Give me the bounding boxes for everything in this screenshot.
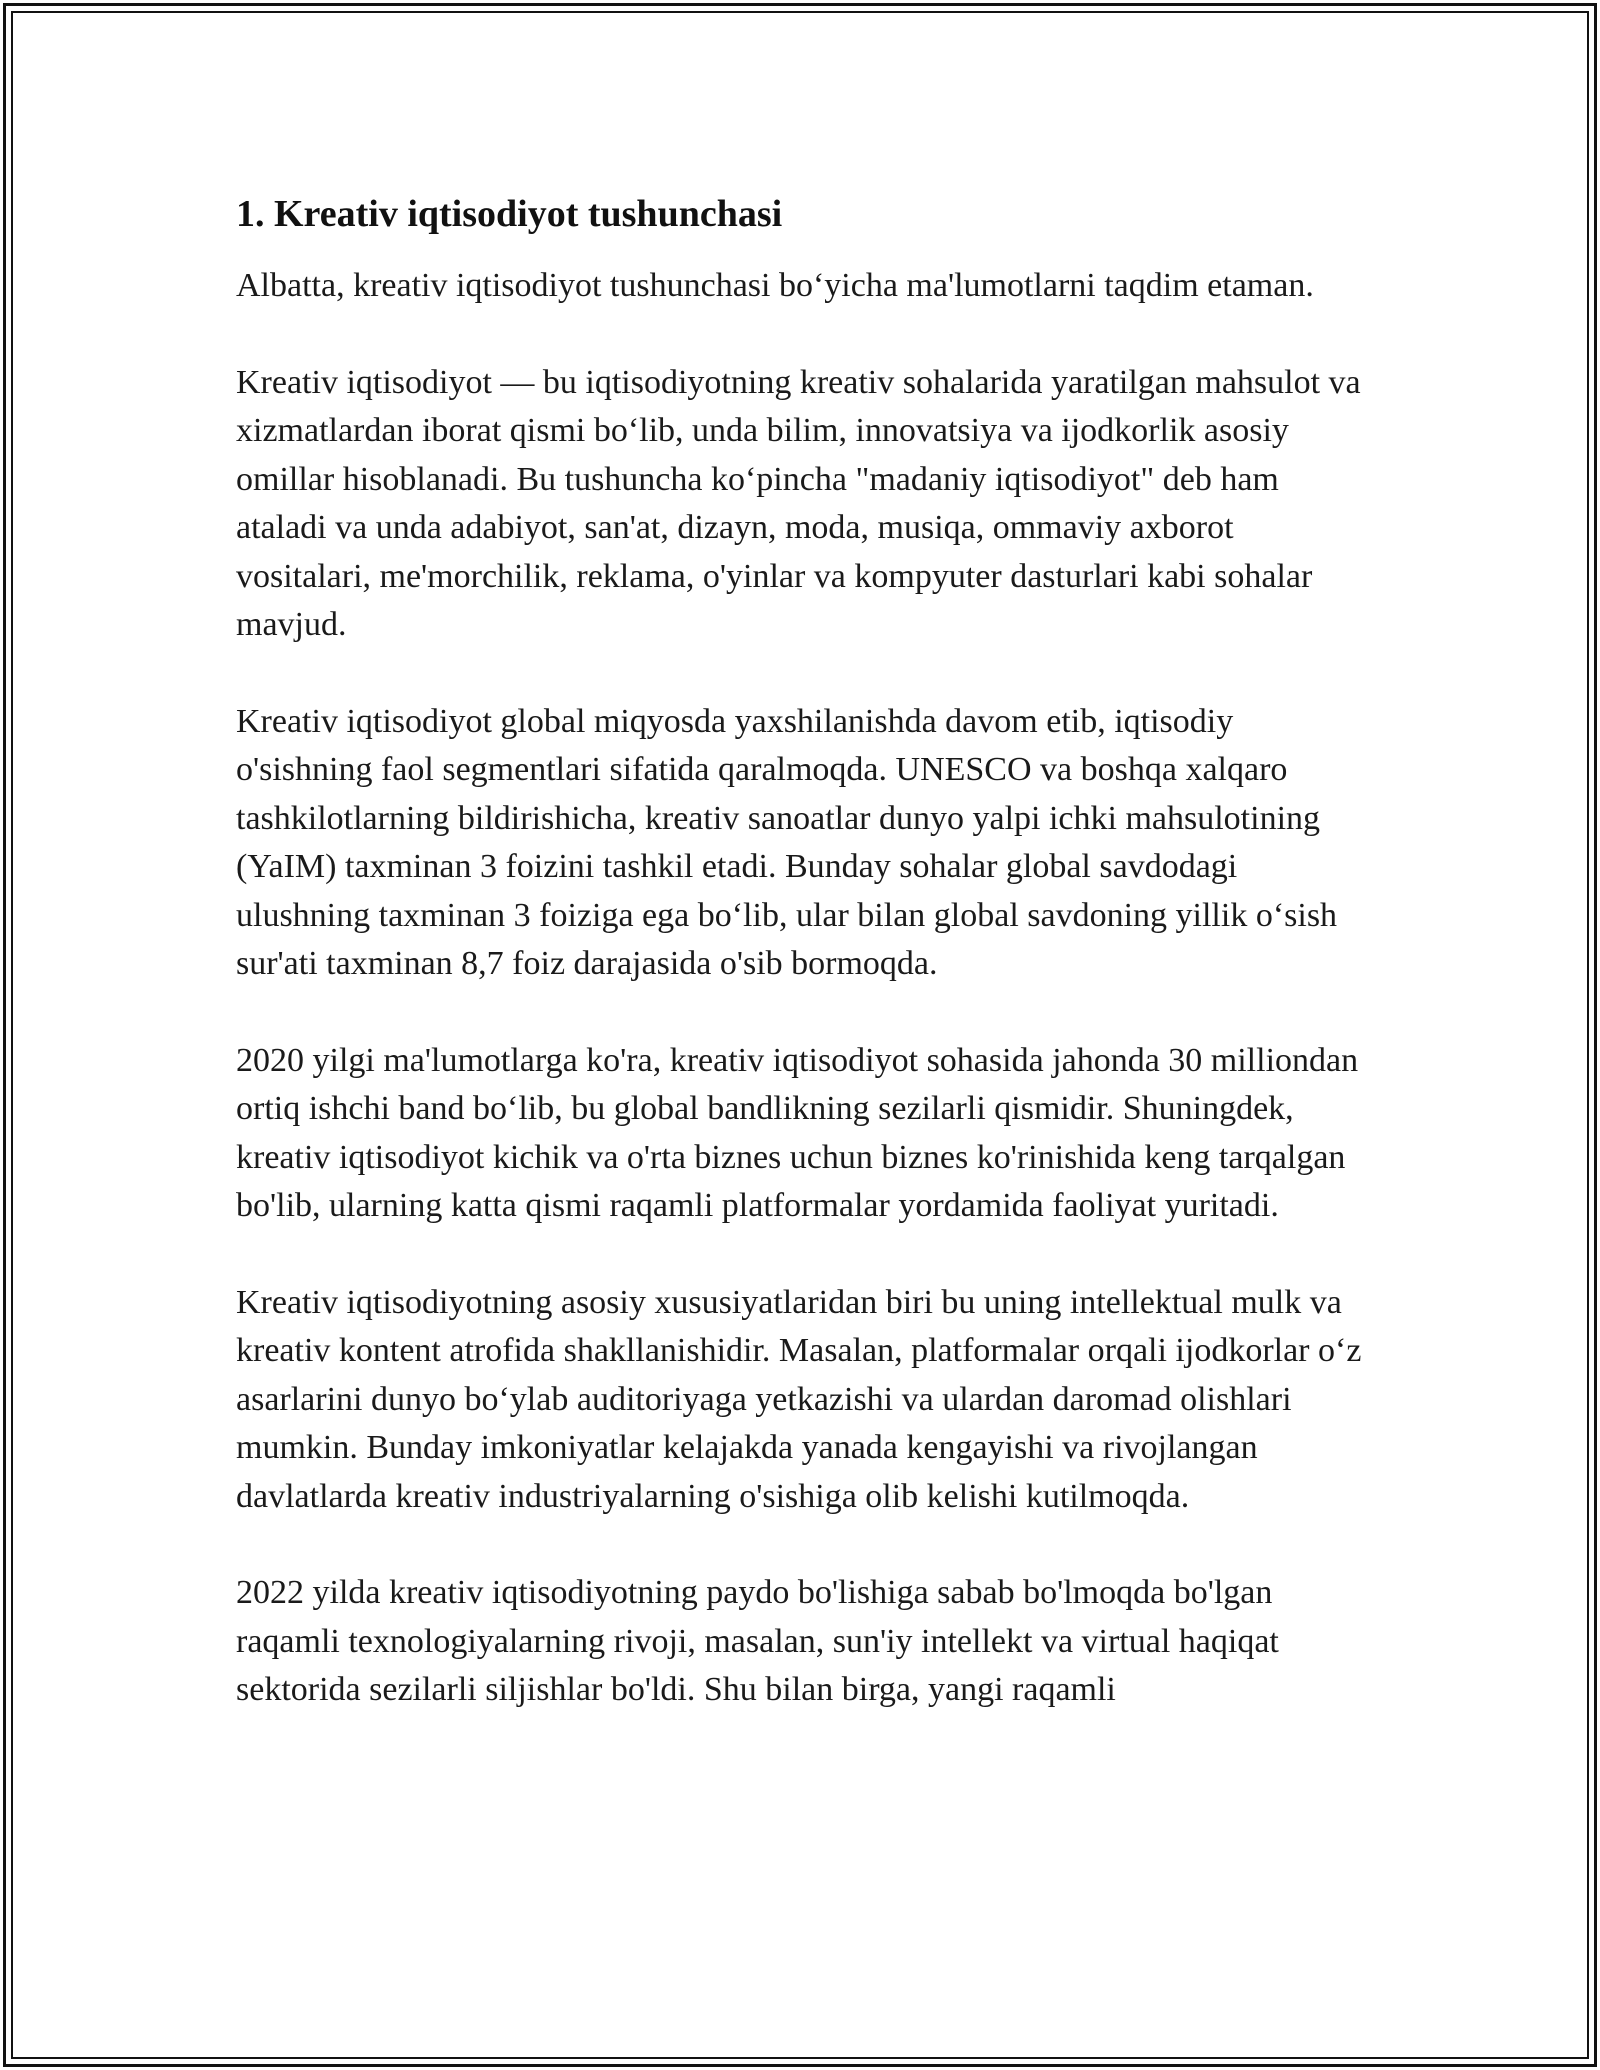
paragraph-employment: 2020 yilgi ma'lumotlarga ko'ra, kreativ iqtisodiyot sohasida jahonda 30 milliondan ortiq ishchi band bo‘lib, bu global bandlikning sezilarli qismidir. Shuningdek, kreativ iqtisodiyot kichik va o'rta biznes uchun biznes ko'rinishida keng tarqalgan bo'lib, ularning katta qismi raqamli platformalar yordamida faoliyat yuritadi. xyxy=(236,1041,1359,1224)
paragraph-global-growth: Kreativ iqtisodiyot global miqyosda yaxshilanishda davom etib, iqtisodiy o'sishning faol segmentlari sifatida qaralmoqda. UNESCO va boshqa xalqaro tashkilotlarning bildirishicha, kreativ sanoatlar dunyo yalpi ichki mahsulotining (YaIM) taxminan 3 foizini tashkil etadi. Bunday sohalar global savdodagi ulushning taxminan 3 foiziga ega bo‘lib, ular bilan global savdoning yillik o‘sish sur'ati taxminan 8,7 foiz darajasida o'sib bormoqda. xyxy=(236,702,1338,982)
paragraph-2022-technologies: 2022 yilda kreativ iqtisodiyotning paydo bo'lishiga sabab bo'lmoqda bo'lgan raqamli texnologiyalarning rivoji, masalan, sun'iy intellekt va virtual haqiqat sektorida sezilarli siljishlar bo'ldi. Shu bilan birga, yangi raqamli xyxy=(236,1574,1279,1708)
paragraph-intro: Albatta, kreativ iqtisodiyot tushunchasi bo‘yicha ma'lumotlarni taqdim etaman. xyxy=(236,267,1314,304)
paragraph-definition: Kreativ iqtisodiyot — bu iqtisodiyotning kreativ sohalarida yaratilgan mahsulot va xizmatlardan iborat qismi bo‘lib, unda bilim, innovatsiya va ijodkorlik asosiy omillar hisoblanadi. Bu tushuncha ko‘pincha "madaniy iqtisodiyot" deb ham ataladi va unda adabiyot, san'at, dizayn, moda, musiqa, ommaviy axborot vositalari, me'morchilik, reklama, o'yinlar va kompyuter dasturlari kabi sohalar mavjud. xyxy=(236,363,1361,643)
document-body xyxy=(236,188,1376,1763)
section-heading: 1. Kreativ iqtisodiyot tushunchasi xyxy=(236,193,783,235)
paragraph-intellectual-property: Kreativ iqtisodiyotning asosiy xususiyatlaridan biri bu uning intellektual mulk va kreativ kontent atrofida shakllanishidir. Masalan, platformalar orqali ijodkorlar o‘z asarlarini dunyo bo‘ylab auditoriyaga yetkazishi va ulardan daromad olishlari mumkin. Bunday imkoniyatlar kelajakda yanada kengayishi va rivojlangan davlatlarda kreativ industriyalarning o'sishiga olib kelishi kutilmoqda. xyxy=(236,1283,1362,1515)
